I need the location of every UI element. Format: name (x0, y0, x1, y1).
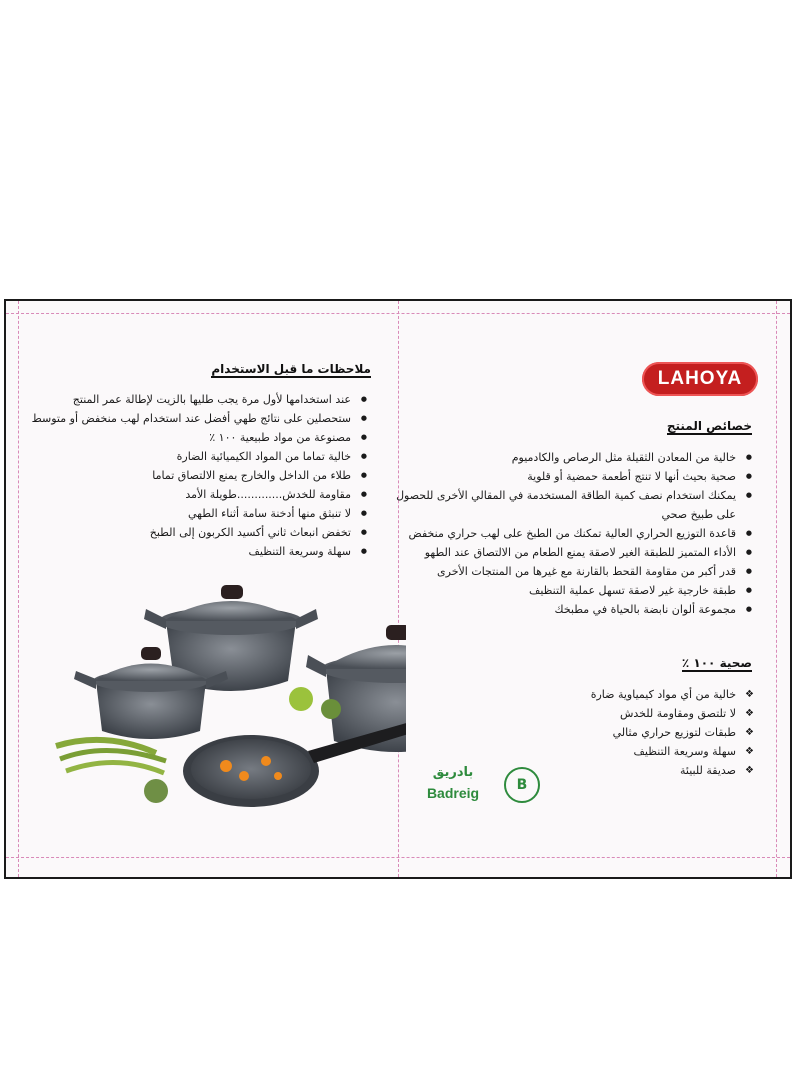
brussels-sprout (144, 779, 168, 803)
list-item: ● سهلة وسريعة التنظيف (32, 542, 371, 561)
list-item: ❖ صديقة للبيئة (591, 761, 756, 780)
list-item: ● مقاومة للخدش.............طويلة الأمد (32, 485, 371, 504)
cookware-photo (46, 581, 406, 821)
crop-mark-bottom (6, 857, 790, 858)
lahoya-logo: LAHOYA (642, 362, 758, 396)
crop-mark-top (6, 313, 790, 314)
list-item: ● تخفض انبعاث ثاني أكسيد الكربون إلى الطبخ (32, 523, 371, 542)
list-item: ● عند استخدامها لأول مرة يجب طليها بالزيت لإطالة عمر المنتج (32, 390, 371, 409)
badreig-logo (418, 761, 558, 809)
features-heading: خصائص المنتج (666, 419, 752, 433)
list-item: ● يمكنك استخدام نصف كمية الطاقة المستخدمة في المقالي الأخرى للحصول (396, 486, 756, 505)
crop-mark-left (18, 301, 19, 877)
health-list (591, 685, 756, 780)
sprout (321, 699, 341, 719)
badreig-name-en: Badreig (426, 785, 480, 801)
precautions-list (32, 390, 371, 561)
features-list (396, 448, 756, 619)
list-item-continuation: على طبيخ صحي (661, 508, 736, 521)
list-item: ● صحية بحيث أنها لا تنتج أطعمة حمضية أو قلوية (396, 467, 756, 486)
list-item: ❖ طبقات لتوزيع حراري مثالي (591, 723, 756, 742)
list-item: ● قاعدة التوزيع الحراري العالية تمكنك من الطبخ على لهب حراري منخفض (396, 524, 756, 543)
list-item: ❖ لا تلتصق ومقاومة للخدش (591, 704, 756, 723)
list-item: ❖ سهلة وسريعة التنظيف (591, 742, 756, 761)
list-item: ● لا تنبثق منها أدخنة سامة أثناء الطهي (32, 504, 371, 523)
list-item: ● مصنوعة من مواد طبيعية ١٠٠ ٪ (32, 428, 371, 447)
badreig-name-ar: بادريق (432, 765, 474, 780)
brochure-spread (4, 299, 792, 879)
list-item: ● قدر أكبر من مقاومة القحط بالقارنة مع غيرها من المنتجات الأخرى (396, 562, 756, 581)
list-item: ● طبقة خارجية غير لاصقة تسهل عملية التنظيف (396, 581, 756, 600)
list-item: ● الأداء المتميز للطبقة الغير لاصقة يمنع الطعام من الالتصاق عند الطهو (396, 543, 756, 562)
list-item: ● ستحصلين على نتائج طهي أفضل عند استخدام لهب منخفض أو متوسط (32, 409, 371, 428)
list-item: ❖ خالية من أي مواد كيمياوية ضارة (591, 685, 756, 704)
crop-mark-right (776, 301, 777, 877)
list-item: ● خالية تماما من المواد الكيميائية الضارة (32, 447, 371, 466)
precautions-heading: ملاحظات ما قبل الاستخدام (211, 362, 371, 376)
list-item: ● طلاء من الداخل والخارج يمنع الالتصاق تماما (32, 466, 371, 485)
health-heading: صحية ١٠٠ ٪ (681, 656, 752, 670)
lime (289, 687, 313, 711)
list-item: ● خالية من المعادن الثقيلة مثل الرصاص والكادميوم (396, 448, 756, 467)
badreig-badge: B (516, 777, 528, 793)
list-item: ● مجموعة ألوان نابضة بالحياة في مطبخك (396, 600, 756, 619)
globe-icon (504, 767, 540, 803)
